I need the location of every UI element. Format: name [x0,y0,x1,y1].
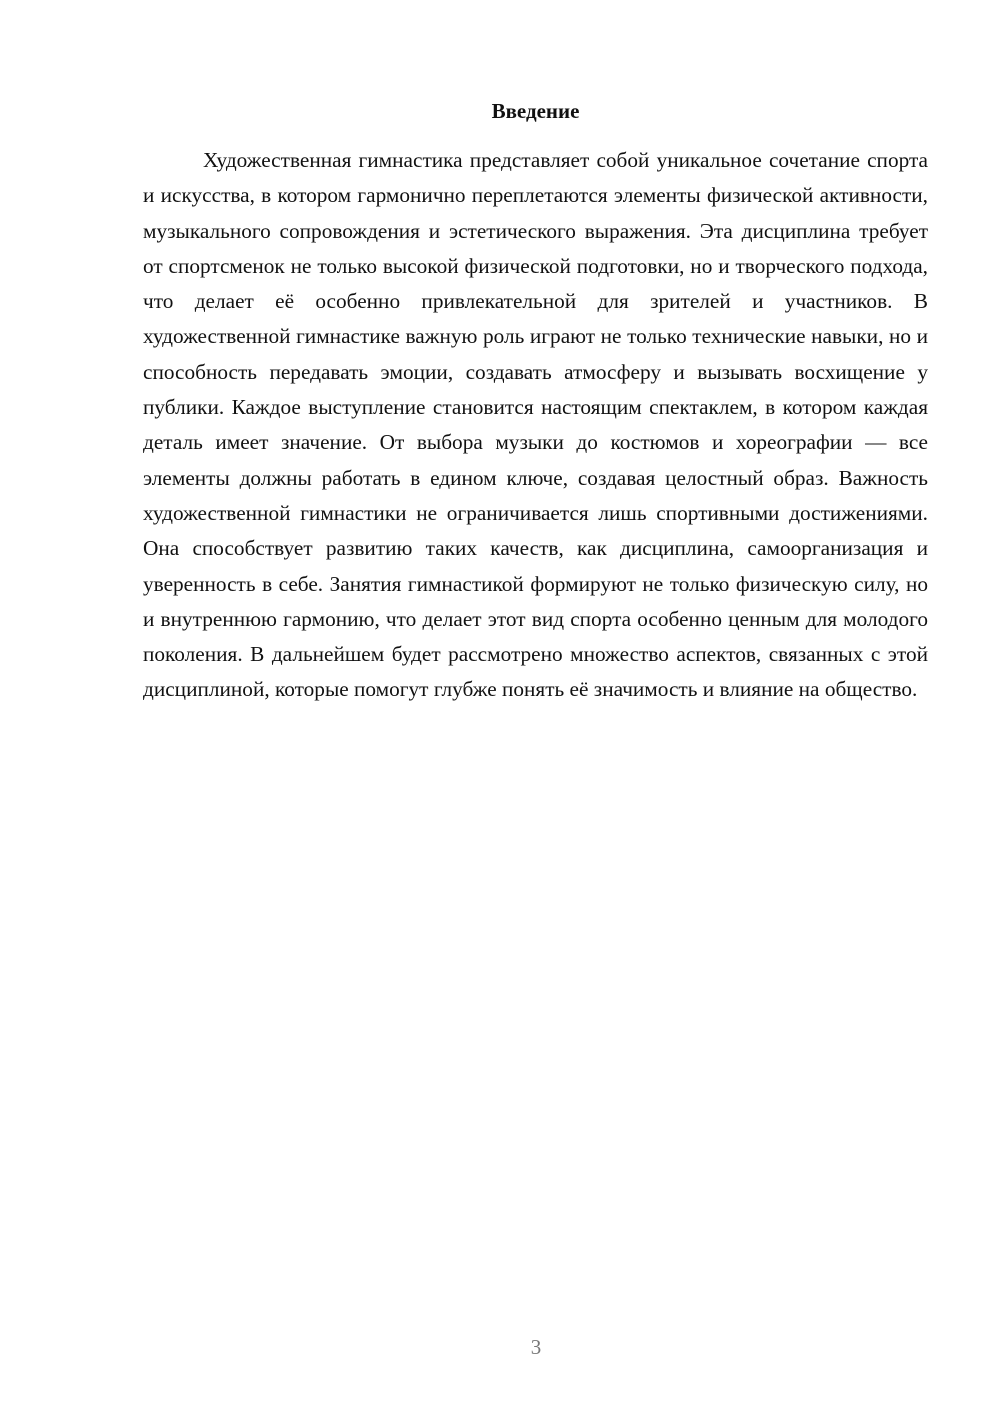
section-heading: Введение [491,99,580,123]
body-paragraph: Художественная гимнастика представляет собой уникальное сочетание спорта и искусства, в котором гармонично переплетаются элементы физической активности, музыкального сопровождения и эстетического выражения. Эта дисциплина требует от спортсменок не только высокой физической подготовки, но и творческого подхода, что делает её особенно привлекательной для зрителей и участников. В художественной гимнастике важную роль играют не только технические навыки, но и способность передавать эмоции, создавать атмосферу и вызывать восхищение у публики. Каждое выступление становится настоящим спектаклем, в котором каждая деталь имеет значение. От выбора музыки до костюмов и хореографии — все элементы должны работать в едином ключе, создавая целостный образ. Важность художественной гимнастики не ограничивается лишь спортивными достижениями. Она способствует развитию таких качеств, как дисциплина, самоорганизация и уверенность в себе. Занятия гимнастикой формируют не только физическую силу, но и внутреннюю гармонию, что делает этот вид спорта особенно ценным для молодого поколения. В дальнейшем будет рассмотрено множество аспектов, связанных с этой дисциплиной, которые помогут глубже понять её значимость и влияние на общество. [143,148,928,702]
page-number: 3 [530,1335,542,1359]
